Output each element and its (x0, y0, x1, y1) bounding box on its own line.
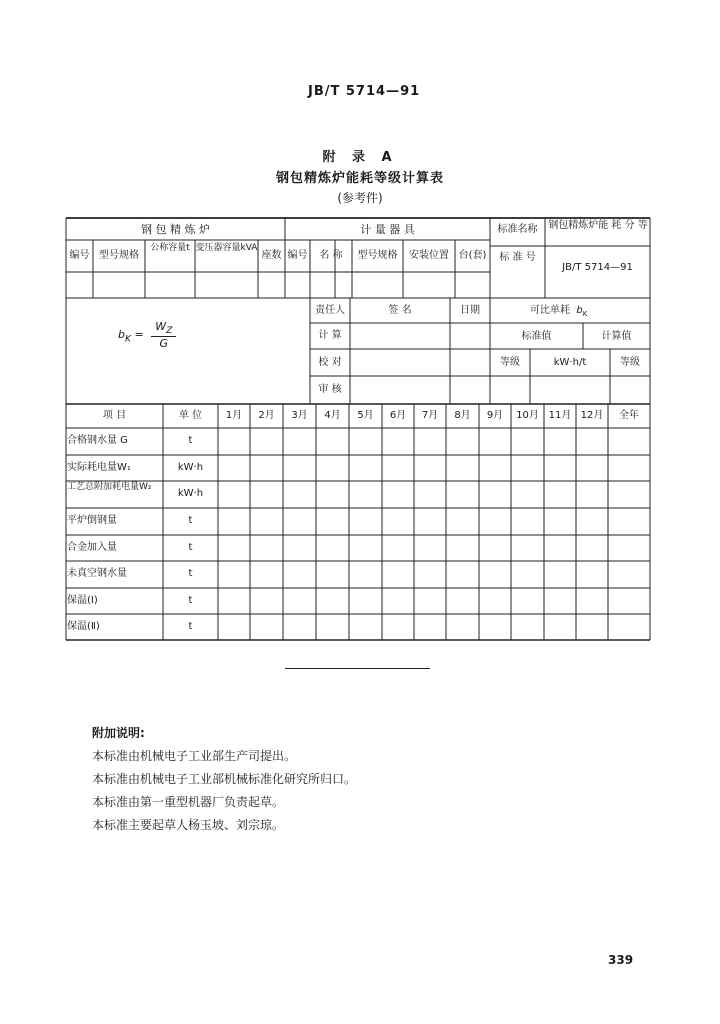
row-item: 平炉倒钢量 (67, 515, 117, 526)
role-check: 校 对 (318, 357, 342, 368)
col-meter-model: 型号规格 (357, 250, 398, 261)
col-transformer: 变压器容量kVA (195, 243, 258, 253)
std-value-label: 标准值 (521, 331, 552, 342)
month-header: 3月 (291, 410, 308, 421)
additional-notes (92, 722, 356, 837)
row-item: 工艺总附加耗电量W₂ (67, 482, 152, 492)
col-meter-name: 名 称 (319, 250, 343, 261)
col-install-pos: 安装位置 (409, 250, 449, 261)
col-no: 编号 (69, 250, 90, 261)
row-unit: kW·h (177, 462, 204, 473)
note-line: 本标准由机械电子工业部机械标准化研究所归口。 (92, 772, 357, 786)
furnace-group-header: 钢 包 精 炼 炉 (141, 223, 210, 236)
appendix-label: 附 录 A (322, 150, 398, 165)
note-line: 本标准由第一重型机器厂负责起草。 (92, 795, 285, 809)
std-name-label: 标准名称 (497, 224, 538, 235)
year-header: 全年 (619, 410, 639, 421)
row-unit: kW·h (177, 488, 204, 499)
meter-group-header: 计 量 器 具 (360, 223, 415, 236)
sign-label: 签 名 (388, 305, 412, 316)
std-no-label: 标 准 号 (499, 252, 536, 263)
formula-den: G (159, 337, 169, 351)
row-unit: t (188, 595, 193, 606)
col-meter-no: 编号 (287, 250, 308, 261)
row-unit: t (188, 621, 193, 632)
calc-value-label: 计算值 (601, 331, 632, 342)
formula-num: W (155, 320, 167, 333)
row-unit: t (188, 515, 193, 526)
col-model: 型号规格 (99, 250, 139, 261)
grade-title: 钢包精炼炉能 耗 分 等 (548, 220, 648, 231)
row-item: 保温(Ⅱ) (67, 621, 100, 632)
col-count: 座数 (261, 250, 282, 261)
row-unit: t (188, 435, 193, 446)
std-no-value: JB/T 5714—91 (562, 262, 633, 273)
row-item: 保温(Ⅰ) (67, 595, 98, 606)
notes-title: 附加说明: (92, 726, 145, 740)
note-line: 本标准由机械电子工业部生产司提出。 (92, 749, 297, 763)
formula-lhs-sub: K (124, 333, 131, 345)
formula-num-sub: Z (166, 325, 173, 337)
month-header: 4月 (324, 410, 341, 421)
date-label: 日期 (460, 305, 480, 316)
month-header: 6月 (389, 410, 407, 421)
comparable-label: 可比单耗 $b_K$ (530, 305, 588, 318)
note-line: 本标准主要起草人杨玉坡、刘宗琼。 (92, 818, 285, 832)
row-unit: t (188, 542, 193, 553)
month-header: 12月 (580, 410, 604, 421)
month-header: 8月 (454, 410, 471, 421)
month-header: 11月 (548, 410, 572, 421)
role-calc: 计 算 (318, 330, 342, 341)
grade-label: 等级 (500, 357, 520, 368)
month-header: 9月 (486, 410, 504, 421)
row-item: 合格钢水量 G (67, 435, 128, 446)
separator-line (285, 668, 430, 669)
col-capacity: 公称容量t (150, 243, 190, 253)
grade-label-2: 等级 (620, 357, 640, 368)
month-header: 7月 (421, 410, 439, 421)
month-header: 2月 (258, 410, 275, 421)
standard-header: JB/T 5714—91 (308, 84, 421, 99)
item-header: 项 目 (102, 410, 127, 421)
row-item: 未真空钢水量 (67, 568, 127, 579)
row-item: 实际耗电量W₁ (67, 462, 131, 473)
formula: $b_K$ = $\frac{W_Z}{G}$ (118, 320, 176, 350)
month-header: 5月 (357, 410, 374, 421)
page-number: 339 (608, 953, 634, 967)
table-subtitle: (参考件) (337, 191, 383, 205)
unit-header: 单 位 (178, 410, 203, 421)
col-sets: 台(套) (458, 250, 487, 261)
unit-label: kW·h/t (553, 357, 587, 368)
row-unit: t (188, 568, 193, 579)
formula-lhs: b (118, 328, 125, 342)
month-header: 1月 (225, 410, 243, 421)
row-item: 合金加入量 (67, 542, 117, 553)
role-review: 审 核 (318, 384, 342, 395)
month-header: 10月 (516, 410, 539, 421)
role-responsible: 责任人 (315, 305, 345, 316)
table-title: 钢包精炼炉能耗等级计算表 (275, 171, 444, 186)
